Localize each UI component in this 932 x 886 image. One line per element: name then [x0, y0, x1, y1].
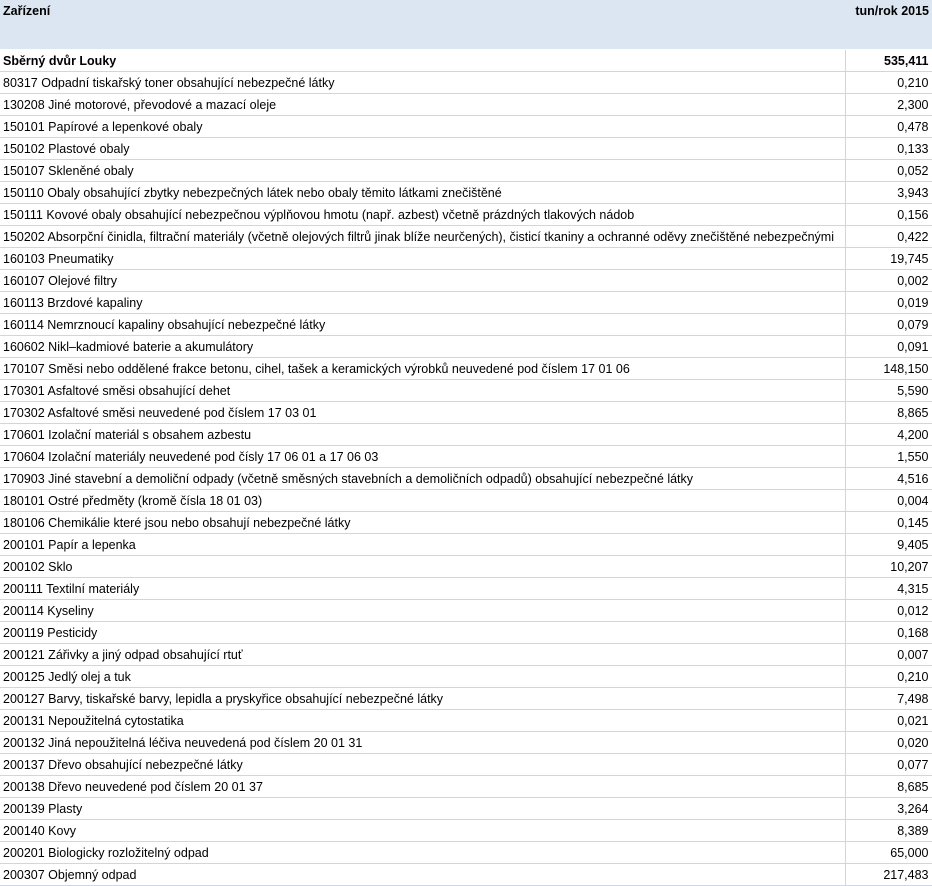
row-name[interactable]: 170604 Izolační materiály neuvedené pod čísly 17 06 01 a 17 06 03 — [0, 446, 845, 468]
row-name[interactable]: 150102 Plastové obaly — [0, 138, 845, 160]
table-row[interactable] — [0, 468, 932, 490]
header-row — [0, 0, 932, 50]
row-name[interactable]: 150110 Obaly obsahující zbytky nebezpečných látek nebo obaly těmito látkami znečištěné — [0, 182, 845, 204]
row-value[interactable]: 8,389 — [845, 820, 932, 842]
row-value[interactable]: 0,079 — [845, 314, 932, 336]
row-value[interactable]: 0,012 — [845, 600, 932, 622]
table-row[interactable] — [0, 138, 932, 160]
table-row[interactable] — [0, 556, 932, 578]
table-row[interactable] — [0, 644, 932, 666]
row-value[interactable]: 0,007 — [845, 644, 932, 666]
row-value[interactable]: 0,478 — [845, 116, 932, 138]
header-value[interactable]: tun/rok 2015 — [845, 0, 932, 50]
table-row[interactable] — [0, 94, 932, 116]
row-value[interactable]: 9,405 — [845, 534, 932, 556]
row-name[interactable]: 200111 Textilní materiály — [0, 578, 845, 600]
row-name[interactable]: 180101 Ostré předměty (kromě čísla 18 01 03) — [0, 490, 845, 512]
table-row[interactable] — [0, 380, 932, 402]
row-value[interactable]: 7,498 — [845, 688, 932, 710]
table-row[interactable] — [0, 512, 932, 534]
row-name[interactable]: 180106 Chemikálie které jsou nebo obsahují nebezpečné látky — [0, 512, 845, 534]
row-name[interactable]: 200102 Sklo — [0, 556, 845, 578]
table-row[interactable] — [0, 490, 932, 512]
row-name[interactable]: 200307 Objemný odpad — [0, 864, 845, 886]
total-value[interactable]: 535,411 — [845, 50, 932, 72]
table-row[interactable] — [0, 160, 932, 182]
table-row[interactable] — [0, 534, 932, 556]
row-value[interactable]: 3,264 — [845, 798, 932, 820]
row-value[interactable]: 0,133 — [845, 138, 932, 160]
row-name[interactable]: 170302 Asfaltové směsi neuvedené pod číslem 17 03 01 — [0, 402, 845, 424]
row-name[interactable]: 200114 Kyseliny — [0, 600, 845, 622]
table-row[interactable] — [0, 732, 932, 754]
row-name[interactable]: 170107 Směsi nebo oddělené frakce betonu, cihel, tašek a keramických výrobků neuvedené pod číslem 17 01 06 — [0, 358, 845, 380]
row-value[interactable]: 0,210 — [845, 666, 932, 688]
row-value[interactable]: 0,004 — [845, 490, 932, 512]
header-facility[interactable]: Zařízení — [0, 0, 845, 50]
row-name[interactable]: 200119 Pesticidy — [0, 622, 845, 644]
row-value[interactable]: 4,200 — [845, 424, 932, 446]
row-value[interactable]: 10,207 — [845, 556, 932, 578]
table-row[interactable] — [0, 182, 932, 204]
row-name[interactable]: 170601 Izolační materiál s obsahem azbestu — [0, 424, 845, 446]
row-value[interactable]: 217,483 — [845, 864, 932, 886]
row-value[interactable]: 0,019 — [845, 292, 932, 314]
table-row[interactable] — [0, 622, 932, 644]
row-name[interactable]: 160113 Brzdové kapaliny — [0, 292, 845, 314]
row-name[interactable]: 200201 Biologicky rozložitelný odpad — [0, 842, 845, 864]
row-name[interactable]: 160107 Olejové filtry — [0, 270, 845, 292]
row-name[interactable]: 200138 Dřevo neuvedené pod číslem 20 01 37 — [0, 776, 845, 798]
table-row[interactable] — [0, 864, 932, 886]
row-value[interactable]: 4,516 — [845, 468, 932, 490]
row-value[interactable]: 0,020 — [845, 732, 932, 754]
table-row[interactable] — [0, 666, 932, 688]
table-row[interactable] — [0, 776, 932, 798]
table-row[interactable] — [0, 424, 932, 446]
row-name[interactable]: 200137 Dřevo obsahující nebezpečné látky — [0, 754, 845, 776]
row-value[interactable]: 8,865 — [845, 402, 932, 424]
table-row[interactable] — [0, 446, 932, 468]
table-row[interactable] — [0, 798, 932, 820]
row-value[interactable]: 0,168 — [845, 622, 932, 644]
row-value[interactable]: 0,145 — [845, 512, 932, 534]
row-value[interactable]: 1,550 — [845, 446, 932, 468]
row-name[interactable]: 150202 Absorpční činidla, filtrační materiály (včetně olejových filtrů jinak blíže neurčených), čisticí tkaniny a ochranné oděvy znečištěné nebezpečnými — [0, 226, 845, 248]
table-row[interactable] — [0, 402, 932, 424]
row-name[interactable]: 150101 Papírové a lepenkové obaly — [0, 116, 845, 138]
row-value[interactable]: 0,156 — [845, 204, 932, 226]
total-row[interactable] — [0, 50, 932, 72]
table-row[interactable] — [0, 688, 932, 710]
table-row[interactable] — [0, 578, 932, 600]
row-value[interactable]: 3,943 — [845, 182, 932, 204]
row-name[interactable]: 200127 Barvy, tiskařské barvy, lepidla a pryskyřice obsahující nebezpečné látky — [0, 688, 845, 710]
row-name[interactable]: 170903 Jiné stavební a demoliční odpady (včetně směsných stavebních a demoličních odpadů) obsahující nebezpečné látky — [0, 468, 845, 490]
table-row[interactable] — [0, 336, 932, 358]
row-name[interactable]: 160602 Nikl–kadmiové baterie a akumulátory — [0, 336, 845, 358]
table-row[interactable] — [0, 270, 932, 292]
row-name[interactable]: 130208 Jiné motorové, převodové a mazací oleje — [0, 94, 845, 116]
table-row[interactable] — [0, 116, 932, 138]
row-value[interactable]: 0,077 — [845, 754, 932, 776]
row-name[interactable]: 160103 Pneumatiky — [0, 248, 845, 270]
row-name[interactable]: 200125 Jedlý olej a tuk — [0, 666, 845, 688]
row-value[interactable]: 0,422 — [845, 226, 932, 248]
total-name[interactable]: Sběrný dvůr Louky — [0, 50, 845, 72]
row-value[interactable]: 0,210 — [845, 72, 932, 94]
table-row[interactable] — [0, 314, 932, 336]
row-value[interactable]: 2,300 — [845, 94, 932, 116]
row-name[interactable]: 160114 Nemrznoucí kapaliny obsahující nebezpečné látky — [0, 314, 845, 336]
row-name[interactable]: 170301 Asfaltové směsi obsahující dehet — [0, 380, 845, 402]
row-name[interactable]: 200121 Zářivky a jiný odpad obsahující rtuť — [0, 644, 845, 666]
table-row[interactable] — [0, 820, 932, 842]
row-name[interactable]: 80317 Odpadní tiskařský toner obsahující nebezpečné látky — [0, 72, 845, 94]
row-value[interactable]: 65,000 — [845, 842, 932, 864]
row-value[interactable]: 8,685 — [845, 776, 932, 798]
row-value[interactable]: 5,590 — [845, 380, 932, 402]
row-name[interactable]: 200101 Papír a lepenka — [0, 534, 845, 556]
table-row[interactable] — [0, 600, 932, 622]
row-value[interactable]: 4,315 — [845, 578, 932, 600]
row-name[interactable]: 150111 Kovové obaly obsahující nebezpečnou výplňovou hmotu (např. azbest) včetně prázdných tlakových nádob — [0, 204, 845, 226]
row-name[interactable]: 200131 Nepoužitelná cytostatika — [0, 710, 845, 732]
row-value[interactable]: 0,002 — [845, 270, 932, 292]
table-body — [0, 50, 932, 886]
row-value[interactable]: 0,091 — [845, 336, 932, 358]
row-value[interactable]: 19,745 — [845, 248, 932, 270]
row-value[interactable]: 0,021 — [845, 710, 932, 732]
table-row[interactable] — [0, 358, 932, 380]
row-name[interactable]: 150107 Skleněné obaly — [0, 160, 845, 182]
table-row[interactable] — [0, 248, 932, 270]
row-name[interactable]: 200140 Kovy — [0, 820, 845, 842]
table-row[interactable] — [0, 754, 932, 776]
table-row[interactable] — [0, 204, 932, 226]
table-row[interactable] — [0, 292, 932, 314]
row-value[interactable]: 0,052 — [845, 160, 932, 182]
table-row[interactable] — [0, 72, 932, 94]
row-value[interactable]: 148,150 — [845, 358, 932, 380]
table-row[interactable] — [0, 710, 932, 732]
table-row[interactable] — [0, 226, 932, 248]
row-name[interactable]: 200132 Jiná nepoužitelná léčiva neuvedená pod číslem 20 01 31 — [0, 732, 845, 754]
row-name[interactable]: 200139 Plasty — [0, 798, 845, 820]
table-row[interactable] — [0, 842, 932, 864]
